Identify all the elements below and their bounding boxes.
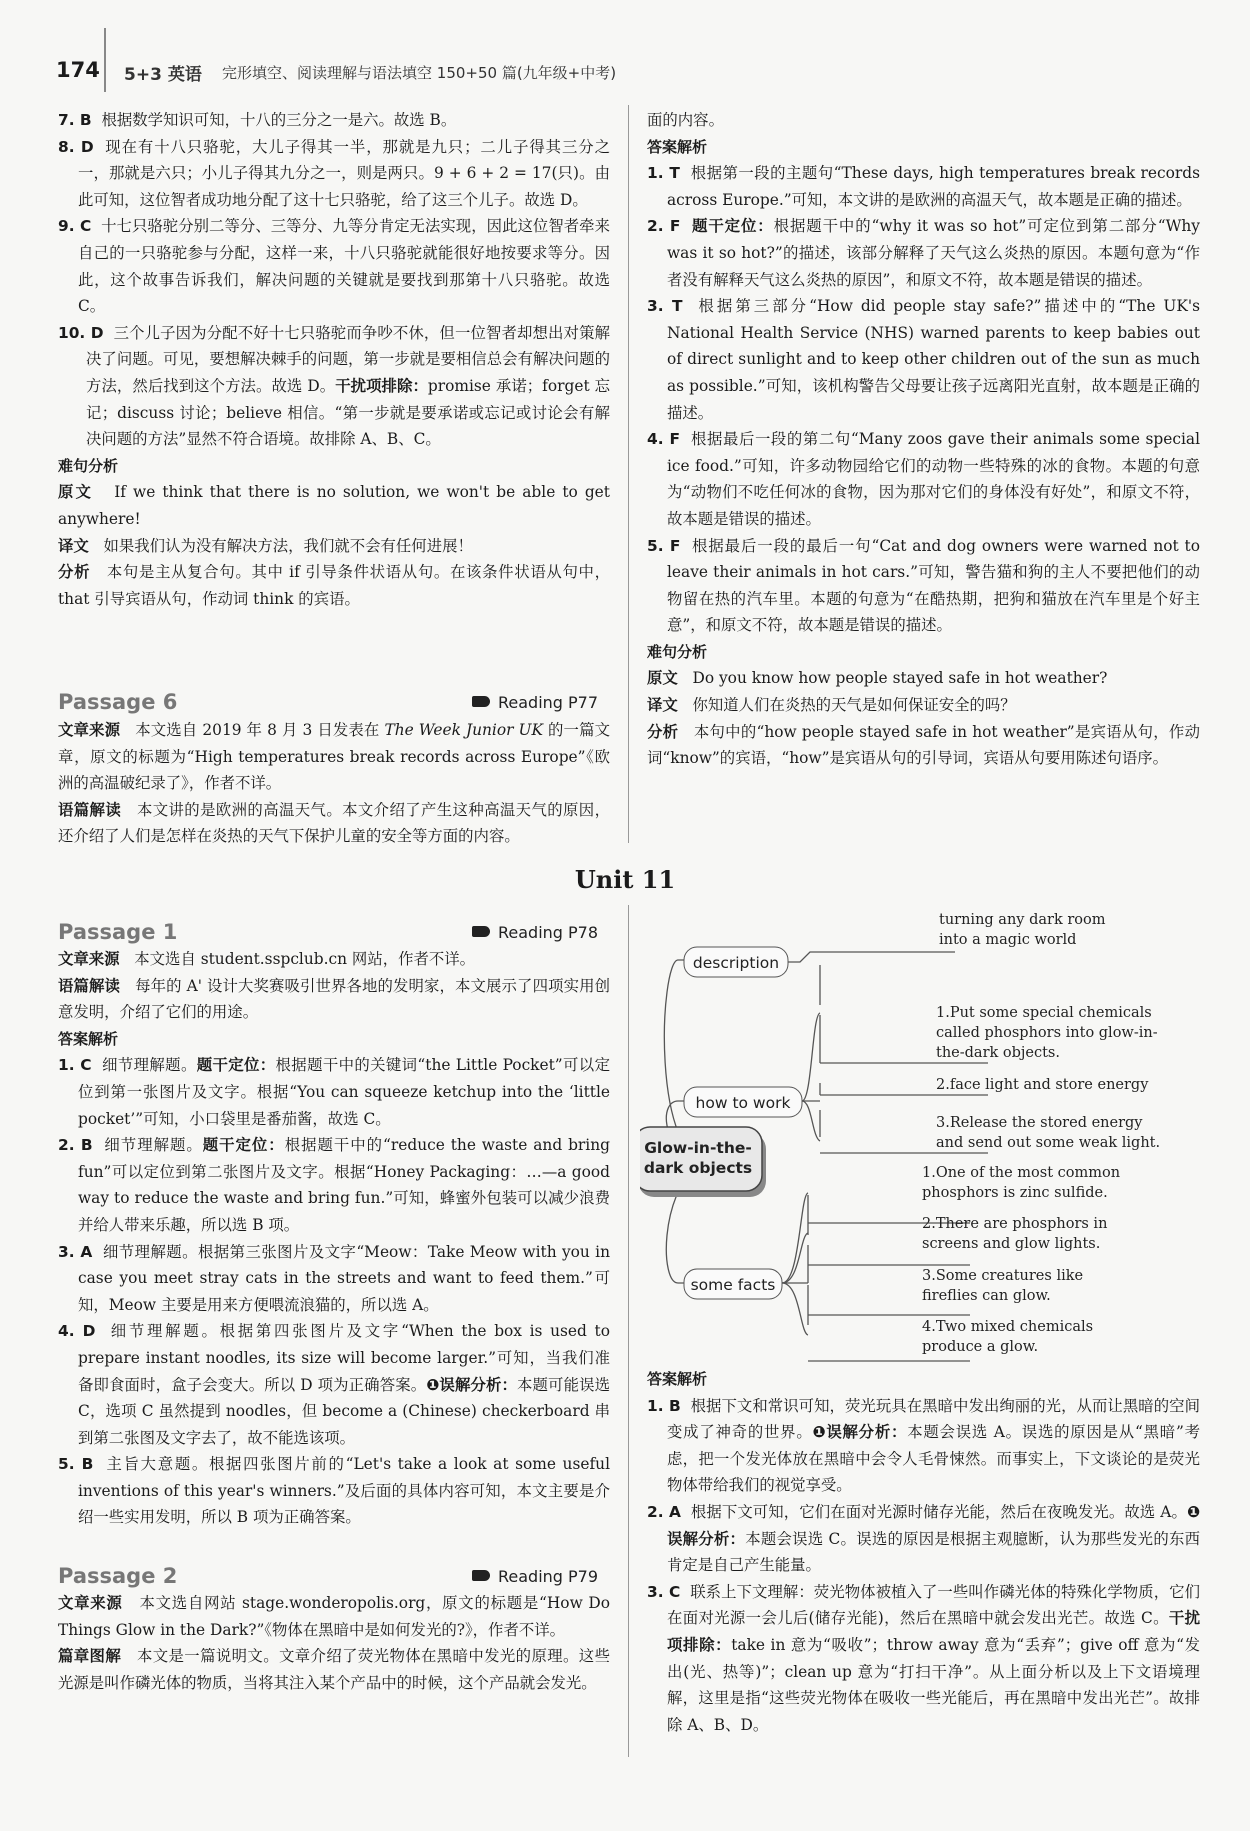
right-top-column [647, 107, 1200, 772]
reading-ref: Reading P79 [472, 1567, 598, 1586]
answer-item: 2. B 细节理解题。题干定位：根据题干中的“reduce the waste and bring fun”可以定位到第二张图片及文字。根据“Honey Packaging：…—a good way to reduce the waste and bring fun.”可知，蜂蜜外包装可以减少浪费并给人带来乐趣，所以选 B 项。 [58, 1136, 610, 1234]
section-heading: 难句分析 [647, 642, 708, 661]
leaf-text: phosphors is zinc sulfide. [922, 1185, 1108, 1201]
answer-item: 3. A 细节理解题。根据第三张图片及文字“Meow：Take Meow with you in case you meet stray cats in the streets and want to feed them.”可知，Meow 主要是用来方便喂流浪猫的，所以选 A。 [58, 1242, 611, 1314]
leaf-text: produce a glow. [922, 1339, 1039, 1355]
passage-title: Passage 2 [58, 1564, 178, 1588]
analysis: 分析 本句中的“how people stayed safe in hot weather”是宾语从句，作动词“know”的宾语，“how”是宾语从句的引导词，宾语从句要用陈述句语序。 [647, 722, 1200, 768]
article-source: 文章来源 本文选自 2019 年 8 月 3 日发表在 The Week Junior UK 的一篇文章，原文的标题为“High temperatures break records across Europe”《欧洲的高温破纪录了》，作者不详。 [58, 721, 610, 793]
unit-heading: Unit 11 [574, 865, 676, 894]
answer-item: 4. D 细节理解题。根据第四张图片及文字“When the box is used to prepare instant noodles, its size will become larger.”可知，当我们准备即食面时，盒子会变大。所以 D 项为正确答案。❶误解分析：本题可能误选 C，选项 C 虽然提到 noodles，但 become a (Chinese) checkerboard 串到第二张图及文字去了，故不能选该项。 [58, 1322, 610, 1447]
passage2-content [58, 1590, 610, 1696]
translation: 译文 你知道人们在炎热的天气是如何保证安全的吗？ [647, 696, 1016, 715]
article-source: 文章来源 本文选自网站 stage.wonderopolis.org，原文的标题是“How Do Things Glow in the Dark?”《物体在黑暗中是如何发光的?》，作者不详。 [58, 1594, 610, 1639]
reading-ref: Reading P78 [472, 923, 598, 942]
continued-text: 面的内容。 [647, 111, 724, 129]
answer-item: 2. F 题干定位：根据题干中的“why it was so hot”可定位到第二部分“Why was it so hot?”的描述，该部分解释了天气这么炎热的原因。本题句意为“作者没有解释天气这么炎热的原因”，和原文不符，故本题是错误的描述。 [647, 217, 1200, 289]
answer-item: 10. D 三个儿子因为分配不好十七只骆驼而争吵不休，但一位智者却想出对策解决了问题。可见，要想解决棘手的问题，第一步就是要相信总会有解决问题的方法，然后找到这个方法。故选 D。干扰项排除：promise 承诺；forget 忘记；discuss 讨论；believe 相信。“第一步就是要承诺或忘记或讨论会有解决问题的方法”显然不符合语境。故排除 A、B、C。 [58, 323, 610, 449]
answer-item: 3. C 联系上下文理解：荧光物体被植入了一些叫作磷光体的特殊化学物质，它们在面对光源一会儿后(储存光能)，然后在黑暗中就会发出光芒。故选 C。干扰项排除：take in 意为“吸收”；throw away 意为“丢弃”；give off 意为“发出(光、热等)”；clean up 意为“打扫干净”。从上面分析以及上下文语境理解，这里是指“这些荧光物体在吸收一些光能后，再在黑暗中发出光芒”。故排除 A、B、D。 [647, 1582, 1200, 1734]
book-title: 完形填空、阅读理解与语法填空 150+50 篇(九年级+中考) [222, 64, 617, 82]
hand-pointer-icon [472, 696, 490, 707]
leaf-text: into a magic world [939, 932, 1077, 948]
center-label: Glow-in-the- [644, 1139, 752, 1157]
leaf-text: 3.Some creatures like [922, 1268, 1084, 1284]
analysis: 分析 本句是主从复合句。其中 if 引导条件状语从句。在该条件状语从句中，that 引导宾语从句，作动词 think 的宾语。 [58, 563, 610, 608]
mind-map [640, 905, 1200, 1365]
answer-item: 5. F 根据最后一段的最后一句“Cat and dog owners were warned not to leave their animals in hot cars.”可知，警告猫和狗的主人不要把他们的动物留在热的汽车里。本题的句意为“在酷热期，把狗和猫放在汽车里是个好主意”，和原文不符，故本题是错误的描述。 [647, 536, 1200, 635]
page-header [56, 58, 1216, 92]
answer-item: 1. B 根据下文和常识可知，荧光玩具在黑暗中发出绚丽的光，从而让黑暗的空间变成了神奇的世界。❶误解分析：本题会误选 A。误选的原因是从“黑暗”考虑，把一个发光体放在黑暗中会令人毛骨悚然。而事实上，下文谈论的是荧光物体带给我们的视觉享受。 [647, 1396, 1200, 1495]
section-heading: 答案解析 [647, 1370, 708, 1388]
leaf-text: 1.Put some special chemicals [936, 1005, 1152, 1021]
right-bottom-column [647, 1366, 1200, 1738]
header-divider [104, 28, 106, 92]
leaf-text: 2.face light and store energy [936, 1077, 1149, 1093]
passage-title: Passage 6 [58, 690, 178, 714]
center-label: dark objects [643, 1159, 753, 1177]
section-heading: 答案解析 [647, 137, 708, 156]
passage-interpretation: 语篇解读 每年的 A' 设计大奖赛吸引世界各地的发明家，本文展示了四项实用创意发明，介绍了它们的用途。 [58, 976, 610, 1022]
passage-title: Passage 1 [58, 920, 178, 944]
leaf-text: the-dark objects. [936, 1045, 1060, 1061]
answer-item: 5. B 主旨大意题。根据四张图片前的“Let's take a look at some useful inventions of this year's winners.”及后面的具体内容可知，本文主要是介绍一些实用发明，所以 B 项为正确答案。 [58, 1455, 610, 1527]
hand-pointer-icon [472, 926, 490, 937]
passage6-intro [58, 717, 610, 850]
passage1-content [58, 946, 610, 1531]
passage-interpretation: 语篇解读 本文讲的是欧洲的高温天气。本文介绍了产生这种高温天气的原因，还介绍了人们是怎样在炎热的天气下保护儿童的安全等方面的内容。 [58, 800, 610, 846]
hand-pointer-icon [472, 1570, 490, 1581]
article-source: 文章来源 本文选自 student.sspclub.cn 网站，作者不详。 [58, 950, 476, 968]
answer-item: 3. T 根据第三部分“How did people stay safe?”描述中的“The UK's National Health Service (NHS) warned parents to keep babies out of direct sunlight and to keep other children out of the sun as much as possible.”可知，该机构警告父母要让孩子远离阳光直射，故本题是正确的描述。 [647, 297, 1200, 422]
leaf-text: and send out some weak light. [936, 1135, 1161, 1151]
branch-description: description [692, 954, 780, 972]
leaf-text: 2.There are phosphors in [922, 1216, 1108, 1232]
branch-some-facts: some facts [690, 1276, 776, 1294]
branch-how-to-work: how to work [695, 1094, 791, 1112]
answer-item: 1. T 根据第一段的主题句“These days, high temperatures break records across Europe.”可知，本文讲的是欧洲的高温天气，故本题是正确的描述。 [647, 164, 1200, 209]
original-sentence: 原文 Do you know how people stayed safe in hot weather? [647, 669, 1108, 688]
section-heading: 答案解析 [58, 1029, 119, 1048]
passage-interpretation: 篇章图解 本文是一篇说明文。文章介绍了荧光物体在黑暗中发光的原理。这些光源是叫作磷光体的物质，当将其注入某个产品中的时候，这个产品就会发光。 [58, 1647, 610, 1692]
translation: 译文 如果我们认为没有解决方法，我们就不会有任何进展！ [58, 536, 473, 555]
answer-item: 8. D 现在有十八只骆驼，大儿子得其一半，那就是九只；二儿子得其三分之一，那就是六只；小儿子得其九分之一，则是两只。9 + 6 + 2 = 17(只)。由此可知，这位智者成功地分配了这十七只骆驼，给了这三个儿子。故选 D。 [58, 137, 610, 209]
page-number: 174 [56, 58, 100, 82]
answer-item: 2. A 根据下文可知，它们在面对光源时储存光能，然后在夜晚发光。故选 A。❶误解分析：本题会误选 C。误选的原因是根据主观臆断，认为那些发光的东西肯定是自己产生能量。 [647, 1502, 1200, 1575]
answer-item: 1. C 细节理解题。题干定位：根据题干中的关键词“the Little Pocket”可以定位到第一张图片及文字。根据“You can squeeze ketchup into the ‘little pocket’”可知，小口袋里是番茄酱，故选 C。 [58, 1056, 610, 1128]
column-divider-top [628, 105, 629, 843]
original-sentence: 原文 If we think that there is no solution, we won't be able to get anywhere! [58, 483, 610, 528]
answer-item: 4. F 根据最后一段的第二句“Many zoos gave their animals some special ice food.”可知，许多动物园给它们的动物一些特殊的冰的食物。本题的句意为“动物们不吃任何冰的食物，因为那对它们的身体没有好处”，和原文不符，故本题是错误的描述。 [647, 430, 1200, 528]
brand-logo: 5+3 英语 [124, 65, 202, 85]
answer-item: 7. B 根据数学知识可知，十八的三分之一是六。故选 B。 [58, 111, 457, 129]
reading-ref: Reading P77 [472, 693, 598, 712]
leaf-text: screens and glow lights. [922, 1236, 1101, 1252]
section-heading: 难句分析 [58, 456, 119, 475]
leaf-text: fireflies can glow. [922, 1288, 1051, 1304]
left-top-column [58, 107, 610, 612]
leaf-text: 1.One of the most common [922, 1165, 1121, 1181]
leaf-text: called phosphors into glow-in- [936, 1025, 1158, 1041]
answer-item: 9. C 十七只骆驼分别二等分、三等分、九等分肯定无法实现，因此这位智者牵来自己的一只骆驼参与分配，这样一来，十八只骆驼就能很好地按要求等分。因此，这个故事告诉我们，解决问题的关键就是要找到那第十八只骆驼。故选 C。 [58, 217, 610, 316]
leaf-text: turning any dark room [939, 912, 1106, 928]
column-divider-bottom [628, 905, 629, 1757]
leaf-text: 3.Release the stored energy [936, 1115, 1143, 1131]
leaf-text: 4.Two mixed chemicals [922, 1319, 1094, 1335]
